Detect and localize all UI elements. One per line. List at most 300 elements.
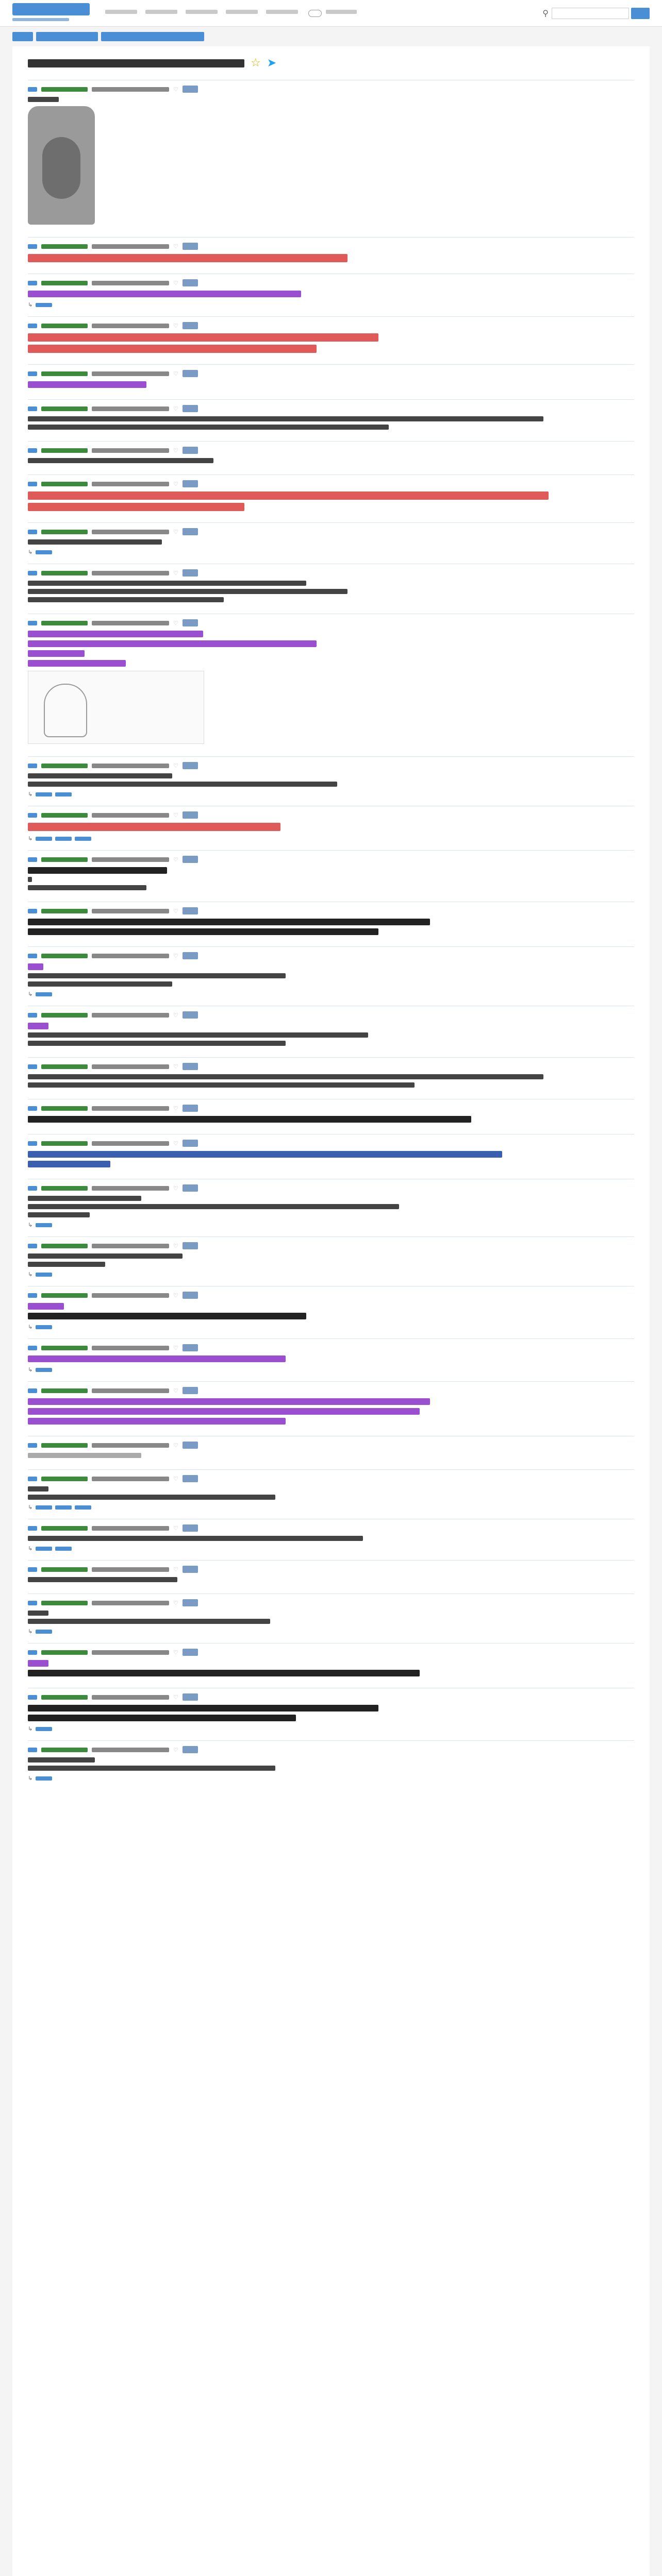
- res-number[interactable]: [28, 281, 37, 285]
- report-button[interactable]: [183, 1599, 198, 1606]
- post-timestamp: [92, 764, 169, 768]
- post-body-line: [28, 1660, 48, 1667]
- like-icon[interactable]: ♡: [173, 1524, 178, 1532]
- post-timestamp: [92, 1443, 169, 1448]
- post-timestamp: [92, 1064, 169, 1069]
- report-button[interactable]: [183, 1475, 198, 1482]
- report-button[interactable]: [183, 1105, 198, 1112]
- dark-mode-toggle[interactable]: [308, 10, 322, 17]
- report-button[interactable]: [183, 856, 198, 863]
- reply-link[interactable]: [36, 1505, 52, 1510]
- poster-name: [41, 530, 88, 534]
- reply-link[interactable]: [36, 1223, 52, 1227]
- post-body-line: [28, 581, 306, 586]
- reply-links: [28, 791, 634, 798]
- poster-name: [41, 1388, 88, 1393]
- like-icon[interactable]: ♡: [173, 1599, 178, 1606]
- res-number[interactable]: [28, 1567, 37, 1572]
- twitter-share-icon[interactable]: ➤: [267, 57, 277, 70]
- res-number[interactable]: [28, 571, 37, 575]
- report-button[interactable]: [183, 1566, 198, 1573]
- post-body-line: [28, 539, 162, 545]
- post: [28, 399, 634, 441]
- reply-links: [28, 1725, 634, 1732]
- reply-link[interactable]: [75, 837, 91, 841]
- res-number[interactable]: [28, 1346, 37, 1350]
- post-body-line: [28, 97, 59, 102]
- page-title: [28, 59, 244, 67]
- search-icon: ⚲: [542, 8, 549, 18]
- post: [28, 474, 634, 522]
- reply-link[interactable]: [36, 1547, 52, 1551]
- reply-link[interactable]: [55, 1505, 72, 1510]
- reply-link[interactable]: [36, 992, 52, 996]
- reply-link[interactable]: [36, 550, 52, 554]
- reply-link[interactable]: [55, 1547, 72, 1551]
- post-body-line: [28, 1041, 286, 1046]
- reply-links: [28, 1504, 634, 1511]
- poster-name: [41, 1650, 88, 1655]
- reply-arrow-icon: ↳: [28, 1324, 33, 1330]
- post-timestamp: [92, 1388, 169, 1393]
- post: [28, 1740, 634, 1790]
- post-header: [28, 1387, 634, 1394]
- post-timestamp: [92, 954, 169, 958]
- post-body-line: [28, 1023, 48, 1029]
- reply-arrow-icon: ↳: [28, 991, 33, 997]
- reply-link[interactable]: [36, 1325, 52, 1329]
- report-button[interactable]: [183, 480, 198, 487]
- dark-mode-label: [326, 10, 357, 14]
- res-number[interactable]: [28, 1748, 37, 1752]
- post: [28, 946, 634, 1006]
- report-button[interactable]: [183, 86, 198, 93]
- reply-links: [28, 991, 634, 997]
- post: [28, 1179, 634, 1236]
- reply-link[interactable]: [55, 837, 72, 841]
- like-icon[interactable]: ♡: [173, 1566, 178, 1573]
- post-header: [28, 856, 634, 863]
- reply-link[interactable]: [55, 792, 72, 796]
- report-button[interactable]: [183, 1693, 198, 1701]
- post-body-line: [28, 660, 126, 667]
- like-icon[interactable]: ♡: [173, 370, 178, 377]
- site-logo[interactable]: [12, 3, 90, 24]
- post-body-line: [28, 1151, 502, 1158]
- like-icon[interactable]: ♡: [173, 1649, 178, 1656]
- res-number[interactable]: [28, 406, 37, 411]
- post-body-line: [28, 1074, 543, 1079]
- reply-arrow-icon: ↳: [28, 1504, 33, 1511]
- report-button[interactable]: [183, 1524, 198, 1532]
- post-timestamp: [92, 1477, 169, 1481]
- post-body-line: [28, 1577, 177, 1582]
- post-header: [28, 86, 634, 93]
- res-number[interactable]: [28, 1013, 37, 1018]
- post-timestamp: [92, 281, 169, 285]
- like-icon[interactable]: ♡: [173, 1105, 178, 1112]
- res-number[interactable]: [28, 813, 37, 818]
- report-button[interactable]: [183, 1011, 198, 1019]
- post: [28, 1469, 634, 1519]
- post: [28, 1338, 634, 1381]
- report-button[interactable]: [183, 952, 198, 959]
- reply-arrow-icon: ↳: [28, 1271, 33, 1278]
- res-number[interactable]: [28, 1064, 37, 1069]
- post-timestamp: [92, 1106, 169, 1111]
- report-button[interactable]: [183, 907, 198, 914]
- post: [28, 316, 634, 364]
- report-button[interactable]: [183, 569, 198, 577]
- like-icon[interactable]: ♡: [173, 952, 178, 959]
- post-body-line: [28, 1032, 368, 1038]
- post-body-line: [28, 928, 378, 935]
- post-timestamp: [92, 406, 169, 411]
- res-number[interactable]: [28, 530, 37, 534]
- top-nav: [105, 10, 357, 17]
- like-icon[interactable]: ♡: [173, 1387, 178, 1394]
- poster-name: [41, 1346, 88, 1350]
- like-icon[interactable]: ♡: [173, 1746, 178, 1753]
- post-header: [28, 405, 634, 412]
- post-header: [28, 1184, 634, 1192]
- post-timestamp: [92, 1650, 169, 1655]
- reply-link[interactable]: [36, 1368, 52, 1372]
- post-body-line: [28, 773, 172, 778]
- report-button[interactable]: [183, 447, 198, 454]
- post-body-line: [28, 1262, 105, 1267]
- like-icon[interactable]: ♡: [173, 1063, 178, 1070]
- post-header: [28, 528, 634, 535]
- reply-links: [28, 1222, 634, 1228]
- report-button[interactable]: [183, 279, 198, 286]
- res-number[interactable]: [28, 1443, 37, 1448]
- poster-name: [41, 857, 88, 862]
- like-icon[interactable]: ♡: [173, 528, 178, 535]
- post-header: [28, 1063, 634, 1070]
- nav-item-2[interactable]: [145, 10, 177, 14]
- res-number[interactable]: [28, 909, 37, 913]
- post-body-line: [28, 1619, 270, 1624]
- post-timestamp: [92, 1244, 169, 1248]
- post-header: [28, 1442, 634, 1449]
- poster-name: [41, 1013, 88, 1018]
- report-button[interactable]: [183, 1746, 198, 1753]
- res-number[interactable]: [28, 1526, 37, 1531]
- post-header: [28, 569, 634, 577]
- post: [28, 806, 634, 850]
- post-timestamp: [92, 324, 169, 328]
- like-icon[interactable]: ♡: [173, 907, 178, 914]
- reply-links: [28, 549, 634, 555]
- post-body-line: [28, 1418, 286, 1425]
- post-image[interactable]: [28, 671, 204, 744]
- post-header: [28, 322, 634, 329]
- reply-link[interactable]: [36, 792, 52, 796]
- post-header: [28, 811, 634, 819]
- post-timestamp: [92, 448, 169, 453]
- post: [28, 1286, 634, 1338]
- post-body-line: [28, 973, 286, 978]
- post: [28, 237, 634, 274]
- reply-arrow-icon: ↳: [28, 549, 33, 555]
- post-header: [28, 1566, 634, 1573]
- res-number[interactable]: [28, 1477, 37, 1481]
- report-button[interactable]: [183, 1292, 198, 1299]
- post: [28, 1134, 634, 1179]
- report-button[interactable]: [183, 528, 198, 535]
- logo-subtitle: [12, 18, 69, 21]
- post-timestamp: [92, 1526, 169, 1531]
- report-button[interactable]: [183, 370, 198, 377]
- post-header: [28, 243, 634, 250]
- res-number[interactable]: [28, 1601, 37, 1605]
- poster-name: [41, 954, 88, 958]
- post-body-line: [28, 640, 317, 647]
- post-header: [28, 1746, 634, 1753]
- res-number[interactable]: [28, 1388, 37, 1393]
- post-body-line: [28, 1253, 183, 1259]
- post-header: [28, 762, 634, 769]
- post-body-line: [28, 1495, 275, 1500]
- like-icon[interactable]: ♡: [173, 1475, 178, 1482]
- post-body-line: [28, 1715, 296, 1721]
- like-icon[interactable]: ♡: [173, 811, 178, 819]
- like-icon[interactable]: ♡: [173, 405, 178, 412]
- res-number[interactable]: [28, 482, 37, 486]
- post-timestamp: [92, 1748, 169, 1752]
- nav-item-4[interactable]: [226, 10, 258, 14]
- post-body-line: [28, 492, 549, 500]
- search-input[interactable]: [552, 8, 629, 19]
- post: [28, 364, 634, 399]
- reply-link[interactable]: [75, 1505, 91, 1510]
- nav-item-1[interactable]: [105, 10, 137, 14]
- poster-name: [41, 1186, 88, 1191]
- post: [28, 1006, 634, 1057]
- post-timestamp: [92, 244, 169, 249]
- reply-link[interactable]: [36, 1776, 52, 1781]
- reply-link[interactable]: [36, 303, 52, 307]
- like-icon[interactable]: ♡: [173, 279, 178, 286]
- res-number[interactable]: [28, 1244, 37, 1248]
- reply-links: [28, 835, 634, 842]
- post-header: [28, 1011, 634, 1019]
- post-body-line: [28, 589, 347, 594]
- nav-item-3[interactable]: [186, 10, 218, 14]
- like-icon[interactable]: ♡: [173, 1140, 178, 1147]
- poster-name: [41, 813, 88, 818]
- post-body-line: [28, 1398, 430, 1405]
- search-button[interactable]: [631, 8, 650, 19]
- breadcrumb-item[interactable]: [36, 32, 98, 41]
- like-icon[interactable]: ♡: [173, 1184, 178, 1192]
- post-body-line: [28, 877, 32, 882]
- post-timestamp: [92, 482, 169, 486]
- post-body-line: [28, 291, 301, 297]
- poster-name: [41, 1567, 88, 1572]
- res-number[interactable]: [28, 1141, 37, 1146]
- reply-arrow-icon: ↳: [28, 791, 33, 798]
- breadcrumb-item[interactable]: [101, 32, 204, 41]
- post: [28, 614, 634, 756]
- post-timestamp: [92, 1601, 169, 1605]
- post: [28, 1099, 634, 1134]
- report-button[interactable]: [183, 1063, 198, 1070]
- reply-arrow-icon: ↳: [28, 1775, 33, 1782]
- report-button[interactable]: [183, 811, 198, 819]
- res-number[interactable]: [28, 87, 37, 92]
- post-body-line: [28, 1536, 363, 1541]
- post-body-line: [28, 981, 172, 987]
- nav-item-5[interactable]: [266, 10, 298, 14]
- like-icon[interactable]: ♡: [173, 480, 178, 487]
- post: [28, 1560, 634, 1594]
- poster-name: [41, 1695, 88, 1700]
- report-button[interactable]: [183, 405, 198, 412]
- res-number[interactable]: [28, 1695, 37, 1700]
- reply-arrow-icon: ↳: [28, 1222, 33, 1228]
- like-icon[interactable]: ♡: [173, 856, 178, 863]
- post-list: [28, 80, 634, 1790]
- post-image[interactable]: [28, 106, 95, 225]
- reply-links: [28, 301, 634, 308]
- like-icon[interactable]: ♡: [173, 447, 178, 454]
- post: [28, 441, 634, 474]
- poster-name: [41, 482, 88, 486]
- reply-arrow-icon: ↳: [28, 1628, 33, 1635]
- like-icon[interactable]: ♡: [173, 322, 178, 329]
- like-icon[interactable]: ♡: [173, 619, 178, 626]
- site-header: [0, 0, 662, 27]
- report-button[interactable]: [183, 1242, 198, 1249]
- post-timestamp: [92, 571, 169, 575]
- post-body-line: [28, 1212, 90, 1217]
- poster-name: [41, 571, 88, 575]
- res-number[interactable]: [28, 1650, 37, 1655]
- post-body-line: [28, 458, 213, 463]
- post: [28, 850, 634, 902]
- like-icon[interactable]: ♡: [173, 569, 178, 577]
- post-timestamp: [92, 530, 169, 534]
- post-header: [28, 370, 634, 377]
- like-icon[interactable]: ♡: [173, 762, 178, 769]
- post-body-line: [28, 1116, 471, 1123]
- post-body-line: [28, 782, 337, 787]
- report-button[interactable]: [183, 762, 198, 769]
- reply-link[interactable]: [36, 1727, 52, 1731]
- post-header: [28, 1292, 634, 1299]
- res-number[interactable]: [28, 1293, 37, 1298]
- post: [28, 522, 634, 564]
- res-number[interactable]: [28, 244, 37, 249]
- report-button[interactable]: [183, 1140, 198, 1147]
- post: [28, 902, 634, 946]
- like-icon[interactable]: ♡: [173, 1292, 178, 1299]
- reply-links: [28, 1324, 634, 1330]
- post-timestamp: [92, 813, 169, 818]
- post-header: [28, 619, 634, 626]
- res-number[interactable]: [28, 621, 37, 625]
- post: [28, 1436, 634, 1469]
- post-body-line: [28, 1453, 141, 1458]
- like-icon[interactable]: ♡: [173, 1242, 178, 1249]
- res-number[interactable]: [28, 448, 37, 453]
- post-timestamp: [92, 1346, 169, 1350]
- report-button[interactable]: [183, 1387, 198, 1394]
- reply-link[interactable]: [36, 1273, 52, 1277]
- res-number[interactable]: [28, 764, 37, 768]
- poster-name: [41, 1477, 88, 1481]
- poster-name: [41, 406, 88, 411]
- reply-arrow-icon: ↳: [28, 1366, 33, 1373]
- like-icon[interactable]: ♡: [173, 1442, 178, 1449]
- report-button[interactable]: [183, 1344, 198, 1351]
- poster-name: [41, 324, 88, 328]
- post-body-line: [28, 254, 347, 262]
- post-header: [28, 1599, 634, 1606]
- report-button[interactable]: [183, 619, 198, 626]
- poster-name: [41, 909, 88, 913]
- res-number[interactable]: [28, 1186, 37, 1191]
- res-number[interactable]: [28, 1106, 37, 1111]
- post-body-line: [28, 1204, 399, 1209]
- like-icon[interactable]: ♡: [173, 1693, 178, 1701]
- report-button[interactable]: [183, 322, 198, 329]
- thread-main: [12, 46, 650, 2576]
- like-icon[interactable]: ♡: [173, 1011, 178, 1019]
- post-header: [28, 480, 634, 487]
- poster-name: [41, 1443, 88, 1448]
- reply-link[interactable]: [36, 837, 52, 841]
- post-body-line: [28, 963, 43, 970]
- breadcrumb-item[interactable]: [12, 32, 33, 41]
- poster-name: [41, 1526, 88, 1531]
- post: [28, 756, 634, 806]
- post-body-line: [28, 919, 430, 925]
- post: [28, 1381, 634, 1436]
- res-number[interactable]: [28, 371, 37, 376]
- post-body-line: [28, 867, 167, 874]
- post-body-line: [28, 1196, 141, 1201]
- report-button[interactable]: [183, 1442, 198, 1449]
- post: [28, 274, 634, 316]
- post-body-line: [28, 1766, 275, 1771]
- res-number[interactable]: [28, 857, 37, 862]
- post-body-line: [28, 1486, 48, 1492]
- report-button[interactable]: [183, 1649, 198, 1656]
- favorite-star-icon[interactable]: ☆: [251, 57, 261, 70]
- reply-arrow-icon: ↳: [28, 1545, 33, 1552]
- post-timestamp: [92, 87, 169, 92]
- poster-name: [41, 1064, 88, 1069]
- res-number[interactable]: [28, 954, 37, 958]
- like-icon[interactable]: ♡: [173, 86, 178, 93]
- report-button[interactable]: [183, 1184, 198, 1192]
- post-timestamp: [92, 1567, 169, 1572]
- res-number[interactable]: [28, 324, 37, 328]
- poster-name: [41, 1601, 88, 1605]
- post-body-line: [28, 345, 317, 353]
- report-button[interactable]: [183, 243, 198, 250]
- reply-link[interactable]: [36, 1630, 52, 1634]
- post-timestamp: [92, 371, 169, 376]
- post-body-line: [28, 1705, 378, 1711]
- post-body-line: [28, 1670, 420, 1676]
- like-icon[interactable]: ♡: [173, 243, 178, 250]
- like-icon[interactable]: ♡: [173, 1344, 178, 1351]
- logo-mark: [12, 3, 90, 15]
